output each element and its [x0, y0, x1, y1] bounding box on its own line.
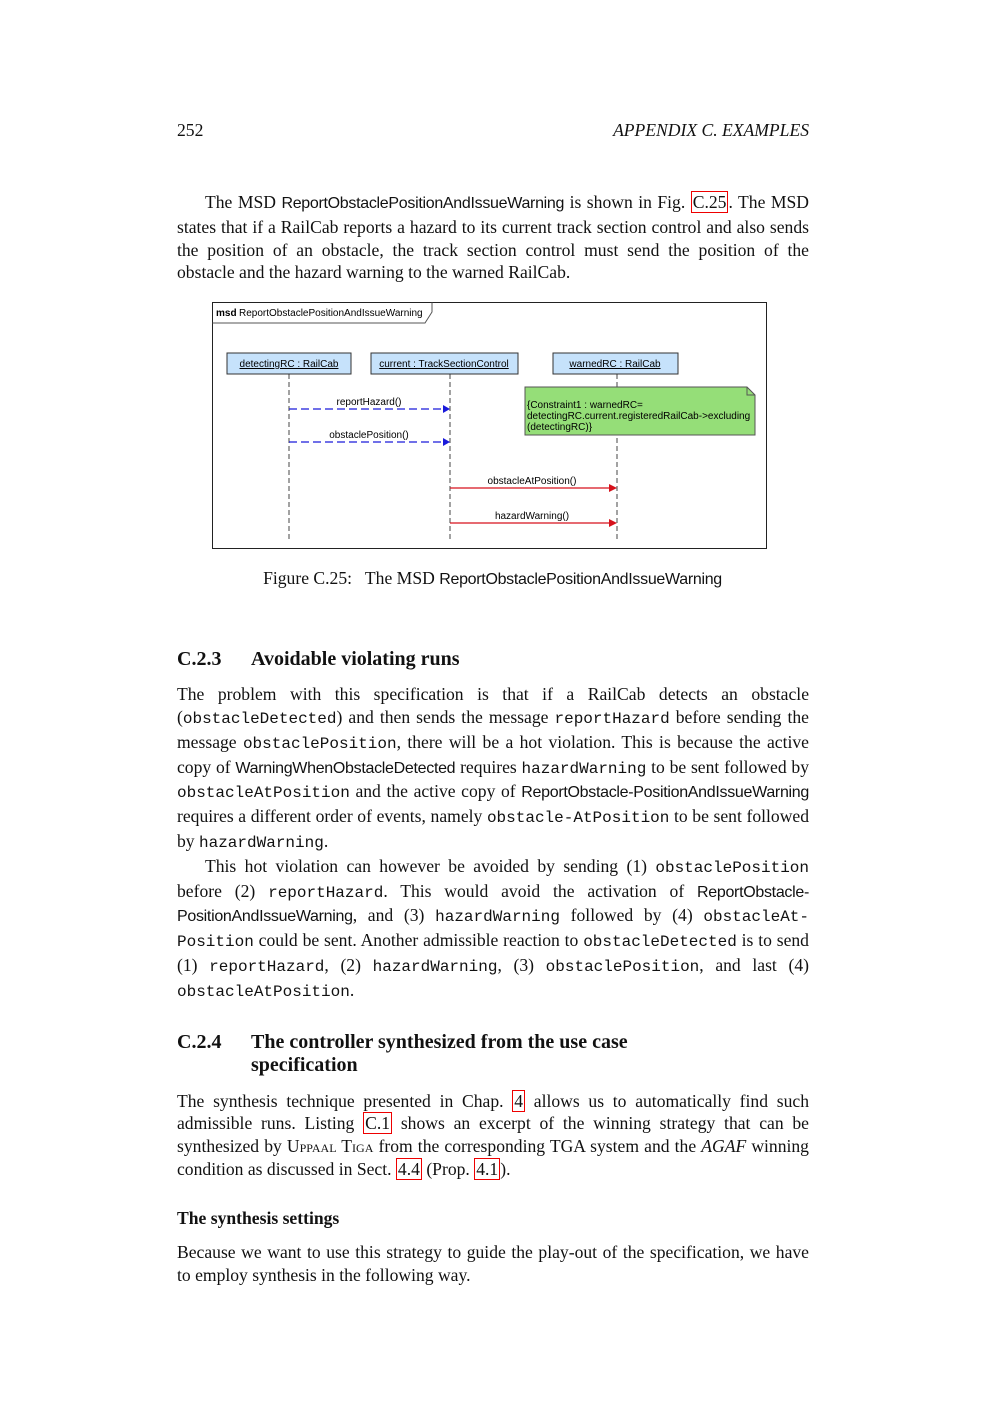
text-run: before (2): [177, 880, 269, 901]
text-run: The synthesis technique presented in Chap.: [177, 1090, 513, 1111]
sequence-diagram: [212, 302, 767, 549]
code-term: obstaclePosition: [545, 957, 700, 976]
text-run: . This would avoid the activation of: [383, 880, 697, 901]
text-run: is to send (1): [177, 930, 809, 975]
text-run: , there will be a hot violation. This is because the active copy of: [177, 731, 809, 777]
text-run: ) and then sends the message: [336, 706, 555, 727]
code-term: hazardWarning: [521, 759, 647, 778]
page-number: 252: [177, 120, 204, 140]
code-term: reportHazard: [554, 709, 670, 728]
cross-reference-link[interactable]: 4: [514, 1090, 524, 1111]
code-term: reportHazard: [209, 957, 325, 976]
text-run: from the corresponding TGA system and the: [373, 1136, 702, 1157]
text-run: and the active copy of: [349, 781, 522, 802]
running-title: APPENDIX C. EXAMPLES: [613, 120, 809, 140]
text-run: shows an excerpt of the winning strategy that can be synthesized by: [177, 1113, 809, 1157]
frame-name: ReportObstaclePositionAndIssueWarning: [239, 308, 423, 320]
text-run: .: [323, 830, 329, 851]
code-term: hazardWarning: [372, 957, 498, 976]
c23-paragraph-1: [177, 683, 809, 855]
text-run: . The MSD states that if a RailCab reports a hazard to its current track section control and also sends the position of an obstacle, the track section control must send the position of the obstacle and the hazard warning to the warned RailCab.: [177, 192, 809, 283]
text-run: The MSD: [205, 192, 282, 212]
frame-keyword: msd: [216, 308, 237, 320]
lifeline-label: detectingRC : RailCab: [239, 359, 339, 371]
subsection-heading-settings: The synthesis settings: [177, 1207, 340, 1228]
caption-msd-name: ReportObstaclePositionAndIssueWarning: [439, 571, 722, 589]
c24-paragraph-1: [177, 1090, 809, 1181]
text-run: before sending the message: [177, 706, 809, 752]
c23-paragraph-2: [177, 855, 809, 1004]
msd-name: ReportObstacle-PositionAndIssueWarning: [521, 784, 809, 802]
section-heading-c23: [177, 648, 809, 671]
text-run: ).: [500, 1158, 511, 1179]
text-run: The problem with this specification is that if a RailCab detects an obstacle (: [177, 684, 809, 727]
constraint-line: (detectingRC)}: [527, 422, 593, 434]
msd-name: WarningWhenObstacleDetected: [235, 759, 456, 777]
text-run: AGAF: [701, 1136, 747, 1157]
text-run: , and last (4): [699, 954, 809, 975]
caption-text: The MSD: [364, 568, 435, 589]
code-term: obstaclePosition: [242, 734, 397, 753]
text-run: This hot violation can however be avoided by sending (1): [205, 855, 656, 876]
constraint-line: {Constraint1 : warnedRC=: [527, 400, 643, 412]
text-run: requires: [455, 756, 522, 777]
code-term: hazardWarning: [435, 908, 560, 927]
caption-prefix: Figure C.25:: [263, 568, 353, 589]
lifeline-label: current : TrackSectionControl: [379, 359, 509, 371]
msd-name: ReportObstaclePositionAndIssueWarning: [281, 195, 565, 212]
message-label: reportHazard(): [336, 397, 402, 409]
text-run: winning condition as discussed in Sect.: [177, 1136, 809, 1179]
section-title: The controller synthesized from the use case: [251, 1030, 628, 1053]
constraint-line: detectingRC.current.registeredRailCab->excluding: [527, 411, 751, 423]
text-run: to be sent followed by: [646, 756, 809, 777]
section-number: C.2.3: [177, 648, 222, 671]
text-run: followed by (4): [559, 905, 704, 926]
running-header: [177, 120, 809, 144]
text-run: .: [349, 979, 355, 1000]
cross-reference-link[interactable]: C.1: [365, 1113, 391, 1134]
message-label: obstacleAtPosition(): [487, 476, 577, 488]
code-term: obstacleAt-Position: [177, 908, 809, 952]
cross-reference-link[interactable]: C.25: [692, 192, 727, 212]
code-term: hazardWarning: [199, 833, 324, 852]
code-term: obstacleDetected: [182, 709, 337, 728]
msd-name: ReportObstacle-PositionAndIssueWarning: [177, 883, 809, 926]
text-run: Because we want to use this strategy to guide the play-out of the specification, we have to employ synthesis in the following way.: [177, 1241, 809, 1285]
text-run: allows us to automatically find such admissible runs. Listing: [177, 1090, 809, 1134]
code-term: obstacleDetected: [583, 933, 737, 952]
code-term: obstaclePosition: [655, 858, 809, 877]
figure-caption: [0, 567, 985, 591]
text-run: , (2): [324, 954, 373, 975]
text-column: [177, 191, 809, 1286]
cross-reference-link[interactable]: 4.1: [476, 1158, 499, 1179]
text-run: Uppaal Tiga: [286, 1136, 374, 1157]
message-label: obstaclePosition(): [329, 430, 409, 442]
text-run: could be sent. Another admissible reaction to: [253, 930, 584, 951]
message-label: hazardWarning(): [494, 511, 570, 523]
code-term: reportHazard: [268, 883, 384, 902]
settings-paragraph: [177, 1241, 809, 1287]
cross-reference-link[interactable]: 4.4: [397, 1158, 420, 1179]
text-run: , (3): [497, 954, 546, 975]
code-term: obstacleAtPosition: [177, 982, 350, 1001]
code-term: obstacle-AtPosition: [486, 809, 670, 828]
section-title-cont: specification: [251, 1053, 358, 1076]
text-run: , and (3): [352, 905, 436, 926]
lifeline-label: warnedRC : RailCab: [569, 359, 661, 371]
section-heading-c24: [177, 1031, 809, 1077]
text-run: is shown in Fig.: [564, 192, 691, 212]
text-run: requires a different order of events, namely: [177, 806, 487, 827]
text-run: to be sent followed by: [177, 806, 810, 851]
section-title: Avoidable violating runs: [251, 648, 460, 671]
section-number: C.2.4: [177, 1030, 222, 1053]
text-run: (Prop.: [421, 1158, 475, 1179]
code-term: obstacleAtPosition: [177, 784, 350, 803]
intro-paragraph: [177, 191, 809, 284]
